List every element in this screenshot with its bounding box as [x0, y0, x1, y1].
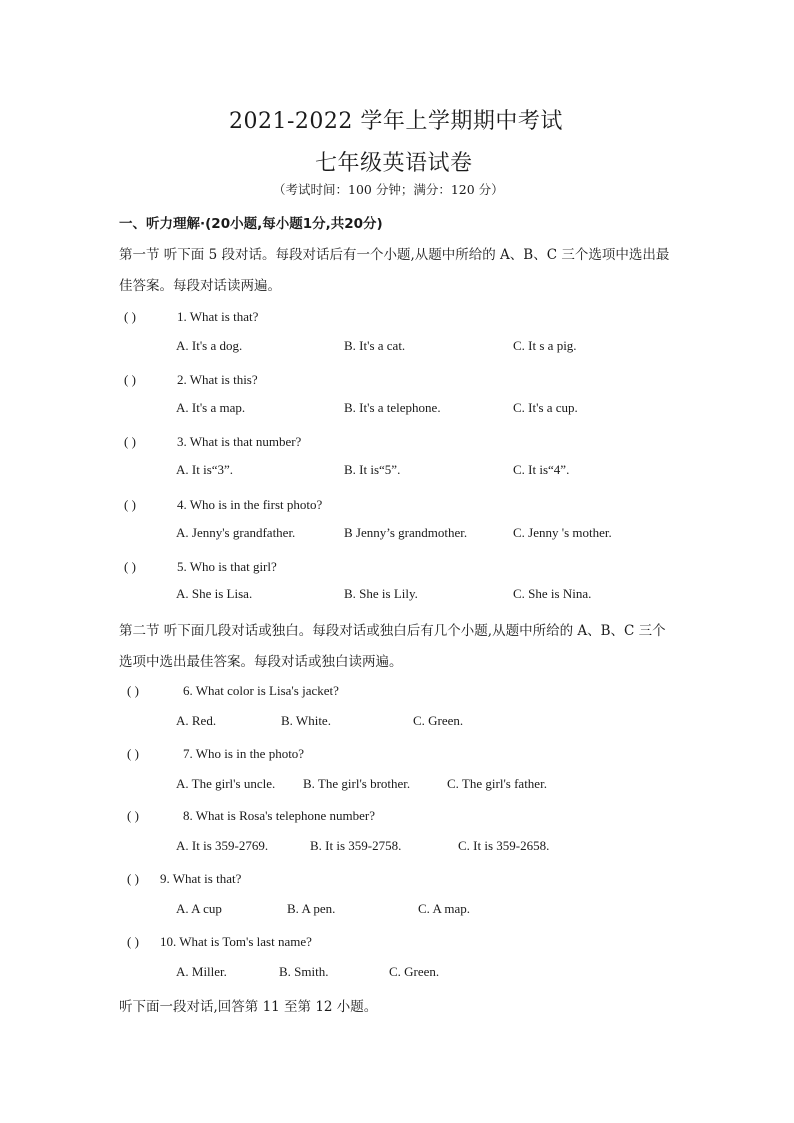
option-b[interactable]: B. It is 359-2758. [310, 838, 402, 853]
option-a[interactable]: A. Miller. [176, 964, 227, 979]
option-b[interactable]: B. A pen. [287, 901, 336, 916]
exam-title: 2021-2022 学年上学期期中考试 [229, 109, 563, 134]
option-b[interactable]: B. It's a telephone. [344, 400, 441, 415]
option-b[interactable]: B Jenny’s grandmother. [344, 525, 468, 540]
option-a[interactable]: A. It is“3”. [176, 462, 234, 477]
option-c[interactable]: C. It's a cup. [513, 400, 578, 415]
option-c[interactable]: C. The girl's father. [447, 776, 547, 791]
option-c[interactable]: C. Jenny 's mother. [513, 525, 612, 540]
exam-subtitle: 七年级英语试卷 [315, 151, 473, 176]
section2-instruction: 第二节 听下面几段对话或独白。每段对话或独白后有几个小题,从题中所给的 A、B、C 三个 [119, 623, 666, 639]
option-a[interactable]: A. It is 359-2769. [176, 838, 269, 853]
option-a[interactable]: A. It's a map. [176, 400, 246, 415]
question-text: 4. Who is in the first photo? [177, 497, 323, 512]
option-b[interactable]: B. It is“5”. [344, 462, 401, 477]
section2-instruction-cont: 选项中选出最佳答案。每段对话或独白读两遍。 [119, 654, 403, 670]
option-a[interactable]: A. Jenny's grandfather. [176, 525, 296, 540]
option-b[interactable]: B. It's a cat. [344, 338, 406, 353]
exam-info: （考试时间：100 分钟；满分：120 分） [273, 182, 504, 197]
answer-bracket[interactable]: ( ) [127, 871, 139, 886]
answer-bracket[interactable]: ( ) [127, 934, 139, 949]
option-b[interactable]: B. Smith. [279, 964, 329, 979]
answer-bracket[interactable]: ( ) [124, 434, 136, 449]
answer-bracket[interactable]: ( ) [127, 808, 139, 823]
option-a[interactable]: A. It's a dog. [176, 338, 243, 353]
section1-instruction: 第一节 听下面 5 段对话。每段对话后有一个小题,从题中所给的 A、B、C 三个选项中选出最 [119, 247, 670, 263]
question-text: 2. What is this? [177, 372, 258, 387]
section1-instruction-cont: 佳答案。每段对话读两遍。 [119, 278, 281, 294]
option-c[interactable]: C. It is 359-2658. [458, 838, 550, 853]
option-a[interactable]: A. Red. [176, 713, 217, 728]
option-c[interactable]: C. A map. [418, 901, 471, 916]
question-text: 5. Who is that girl? [177, 559, 277, 574]
option-c[interactable]: C. Green. [413, 713, 464, 728]
option-b[interactable]: B. She is Lily. [344, 586, 418, 601]
question-text: 8. What is Rosa's telephone number? [183, 808, 376, 823]
part1-heading: 一、听力理解·(20小题,每小题1分,共20分) [119, 216, 383, 232]
question-text: 6. What color is Lisa's jacket? [183, 683, 339, 698]
option-b[interactable]: B. White. [281, 713, 331, 728]
answer-bracket[interactable]: ( ) [124, 372, 136, 387]
option-a[interactable]: A. A cup [176, 901, 222, 916]
question-text: 3. What is that number? [177, 434, 302, 449]
question-text: 1. What is that? [177, 309, 259, 324]
question-text: 7. Who is in the photo? [183, 746, 305, 761]
section3-instruction: 听下面一段对话,回答第 11 至第 12 小题。 [119, 999, 378, 1015]
answer-bracket[interactable]: ( ) [124, 497, 136, 512]
option-b[interactable]: B. The girl's brother. [303, 776, 411, 791]
option-a[interactable]: A. She is Lisa. [176, 586, 253, 601]
option-c[interactable]: C. It is“4”. [513, 462, 570, 477]
answer-bracket[interactable]: ( ) [127, 683, 139, 698]
question-text: 9. What is that? [160, 871, 242, 886]
answer-bracket[interactable]: ( ) [124, 309, 136, 324]
option-c[interactable]: C. Green. [389, 964, 440, 979]
option-a[interactable]: A. The girl's uncle. [176, 776, 276, 791]
option-c[interactable]: C. It s a pig. [513, 338, 577, 353]
option-c[interactable]: C. She is Nina. [513, 586, 592, 601]
answer-bracket[interactable]: ( ) [124, 559, 136, 574]
question-text: 10. What is Tom's last name? [160, 934, 312, 949]
answer-bracket[interactable]: ( ) [127, 746, 139, 761]
